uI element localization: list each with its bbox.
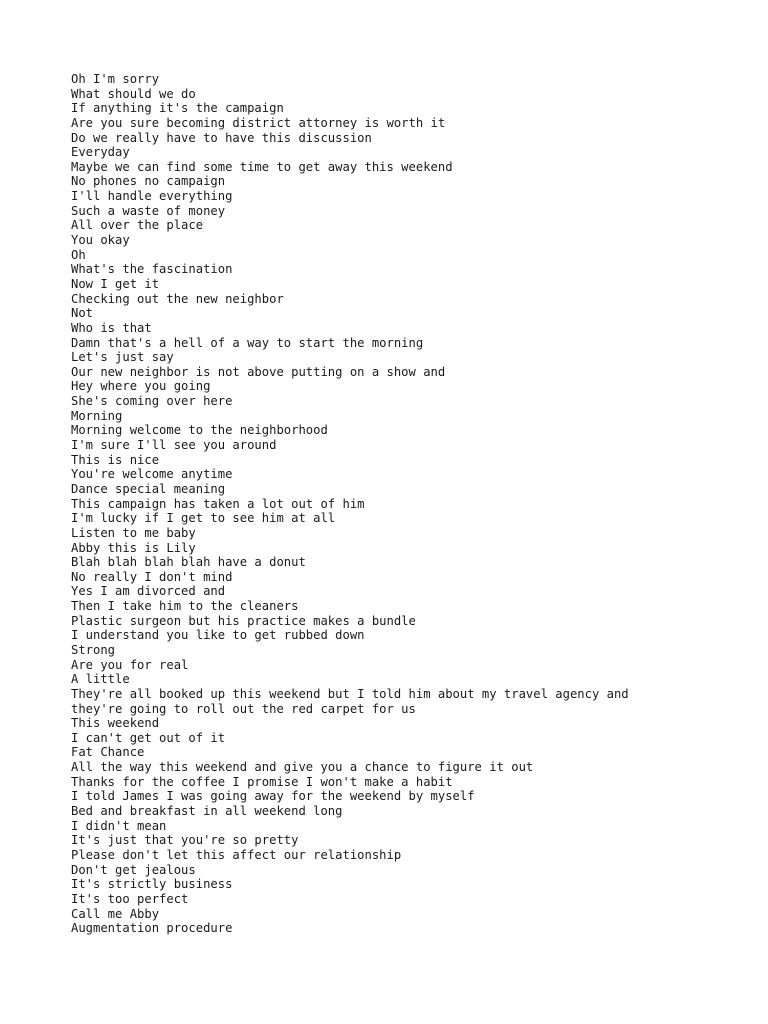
text-line: Checking out the new neighbor: [71, 291, 284, 306]
text-line: Everyday: [71, 145, 130, 160]
text-line: This is nice: [71, 452, 160, 467]
text-line: This weekend: [71, 716, 160, 731]
text-line: Thanks for the coffee I promise I won't make a habit: [71, 774, 453, 789]
text-line: I didn't mean: [71, 818, 167, 833]
text-line: Our new neighbor is not above putting on a show and: [71, 364, 446, 379]
text-line: Listen to me baby: [71, 525, 196, 540]
text-line: Then I take him to the cleaners: [71, 599, 299, 614]
text-line: Who is that: [71, 320, 152, 335]
document-body: [71, 72, 751, 936]
text-line: I can't get out of it: [71, 730, 226, 745]
text-line: I'm sure I'll see you around: [71, 438, 277, 453]
text-line: Let's just say: [71, 350, 174, 365]
text-line: Abby this is Lily: [71, 540, 196, 555]
text-line: Don't get jealous: [71, 862, 196, 877]
text-line: Morning welcome to the neighborhood: [71, 423, 328, 438]
text-line: She's coming over here: [71, 394, 233, 409]
text-line: Augmentation procedure: [71, 921, 233, 936]
text-line: Hey where you going: [71, 379, 211, 394]
text-line: Such a waste of money: [71, 203, 226, 218]
text-line: If anything it's the campaign: [71, 101, 284, 116]
text-line: Are you sure becoming district attorney is worth it: [71, 115, 446, 130]
text-line: Call me Abby: [71, 906, 160, 921]
text-line: Bed and breakfast in all weekend long: [71, 804, 343, 819]
text-line: They're all booked up this weekend but I told him about my travel agency and: [71, 686, 629, 701]
text-line: Oh I'm sorry: [71, 72, 160, 86]
text-line: It's just that you're so pretty: [71, 833, 299, 848]
text-line: Do we really have to have this discussion: [71, 130, 372, 145]
text-line: A little: [71, 672, 130, 687]
text-line: I'll handle everything: [71, 189, 233, 204]
text-line: Fat Chance: [71, 745, 145, 760]
text-line: I'm lucky if I get to see him at all: [71, 511, 336, 526]
text-line: Dance special meaning: [71, 481, 226, 496]
text-line: Maybe we can find some time to get away this weekend: [71, 159, 453, 174]
text-line: Plastic surgeon but his practice makes a bundle: [71, 613, 416, 628]
text-line: Are you for real: [71, 657, 189, 672]
text-line: All the way this weekend and give you a chance to figure it out: [71, 760, 534, 775]
text-line: No phones no campaign: [71, 174, 226, 189]
text-line: It's too perfect: [71, 891, 189, 906]
text-line: Oh: [71, 247, 86, 262]
text-line: Morning: [71, 408, 123, 423]
text-line: What's the fascination: [71, 262, 233, 277]
text-line: Blah blah blah blah have a donut: [71, 555, 306, 570]
text-line: No really I don't mind: [71, 569, 233, 584]
text-line: Strong: [71, 642, 116, 657]
text-line: Damn that's a hell of a way to start the morning: [71, 335, 424, 350]
text-line: Now I get it: [71, 276, 160, 291]
text-line: they're going to roll out the red carpet for us: [71, 701, 416, 716]
text-line: I understand you like to get rubbed down: [71, 628, 365, 643]
text-line: All over the place: [71, 218, 204, 233]
text-line: You okay: [71, 233, 130, 248]
text-line: I told James I was going away for the weekend by myself: [71, 789, 475, 804]
text-line: This campaign has taken a lot out of him: [71, 496, 365, 511]
text-line: Not: [71, 306, 94, 321]
text-line: Please don't let this affect our relationship: [71, 847, 402, 862]
text-line: Yes I am divorced and: [71, 584, 226, 599]
text-line: It's strictly business: [71, 877, 233, 892]
text-line: You're welcome anytime: [71, 467, 233, 482]
text-line: What should we do: [71, 86, 196, 101]
